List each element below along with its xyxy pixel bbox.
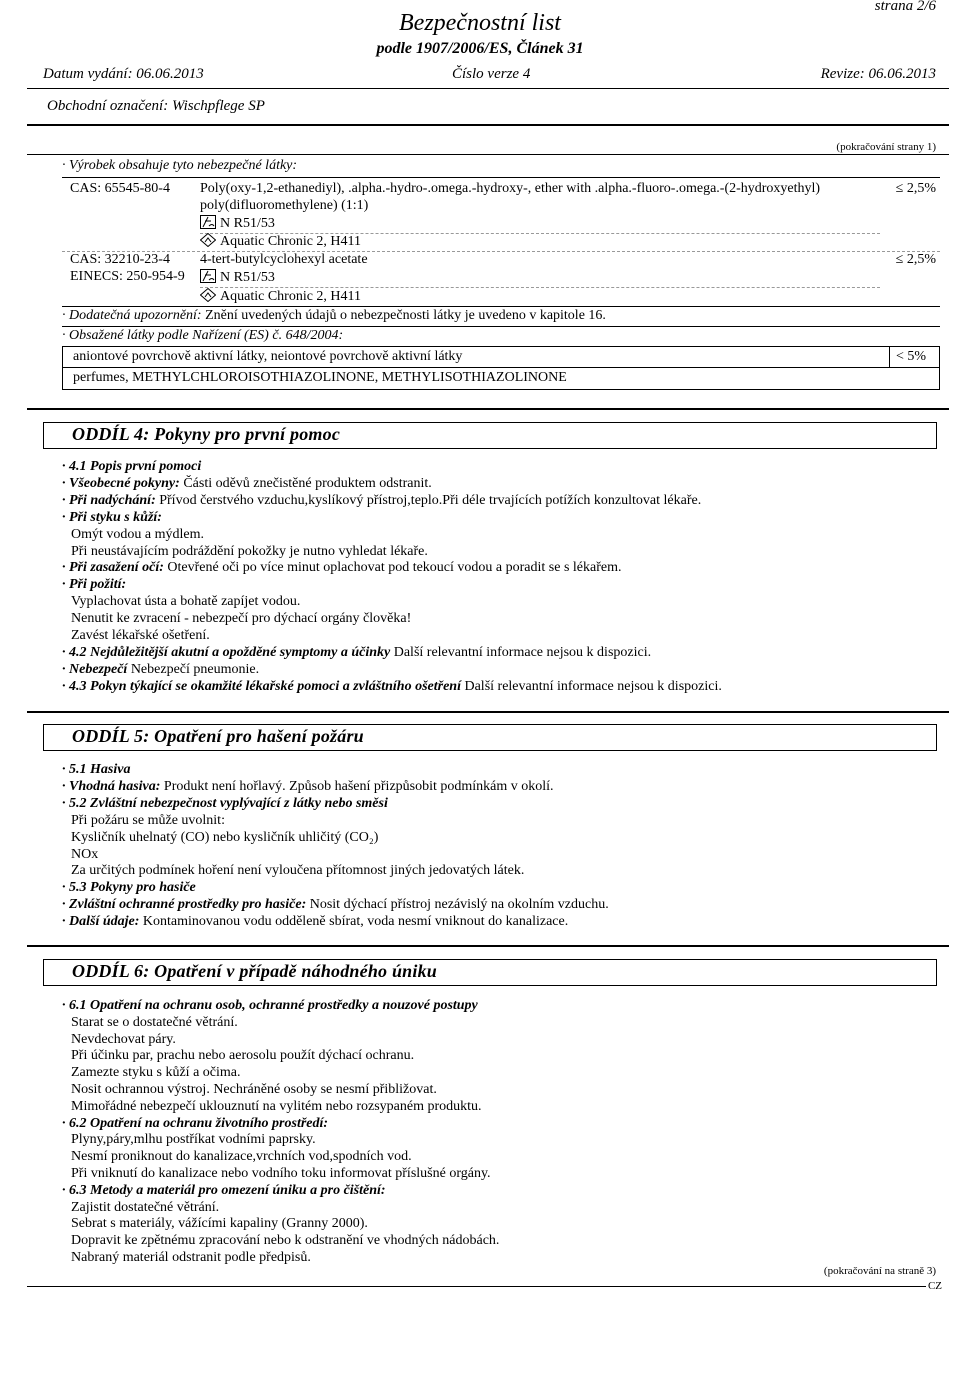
continued-from: (pokračování strany 1) [836,141,936,153]
s6-line [62,1165,491,1182]
substance2-class-clp-text: Aquatic Chronic 2, H411 [220,289,362,304]
s5-line [62,778,554,795]
s6-line [62,1047,414,1064]
s4-line [62,644,651,661]
substance2-class-n [200,269,275,286]
s4-line-text: Omýt vodou a mýdlem. [71,526,204,542]
s6-line-text: Nabraný materiál odstranit podle předpisů. [71,1250,311,1265]
s4-line-text: Nebezpečí pneumonie. [127,661,260,677]
continued-to: (pokračování na straně 3) [823,1265,936,1277]
additional-note [62,308,606,324]
substance1-class-n [200,215,275,232]
s4-line-text: Nenutit ke zvracení - nebezpečí pro dýchací orgány člověka! [71,611,412,627]
s4-line-text: Při neustávajícím podráždění pokožky je nutno vyhledat lékaře. [71,543,428,559]
hazardous-heading: · Výrobek obsahuje tyto nebezpečné látky: [62,158,298,173]
s6-line [62,1182,386,1199]
s5-line-text: NOx [71,846,99,862]
s4-line-label: · Při požití: [62,577,127,593]
s4-line-label: · Při nadýchání: [62,492,156,508]
s6-line-text: Starat se o dostatečné větrání. [71,1014,238,1030]
section4-heading-box [43,422,937,449]
s6-line [62,1215,368,1232]
substance1-divider [62,251,940,252]
substance1-class-n-text: N R51/53 [220,216,275,231]
table-bottom-line [62,306,940,307]
s5-line-text: Při požáru se může uvolnit: [71,812,225,828]
ghs-environment-icon [200,233,216,247]
substance2-class-clp [200,288,361,305]
s6-line-text: Při účinku par, prachu nebo aerosolu použít dýchací ochranu. [71,1048,415,1064]
s5-line [62,862,524,879]
s5-line-text: Za určitých podmínek hoření není vyloučena přítomnost jiných jedovatých látek. [71,863,525,879]
s4-line-text: Vyplachovat ústa a bohatě zapíjet vodou. [71,594,301,610]
s5-line-label: · Zvláštní ochranné prostředky pro hasiče: [62,897,307,913]
header-divider [27,88,949,89]
s6-line-text: Plyny,páry,mlhu postříkat vodními paprsky. [71,1132,316,1148]
additional-note-label: · Dodatečná upozornění: [62,308,202,323]
s6-line [62,1098,482,1115]
section6-top-rule [27,945,949,947]
s4-line [62,526,204,543]
s4-line-text: Zavést lékařské ošetření. [71,628,210,643]
substance2-name: 4-tert-butylcyclohexyl acetate [200,252,368,267]
page-number: strana 2/6 [874,0,936,14]
s5-line-label: · 5.3 Pokyny pro hasiče [62,880,196,896]
s5-line [62,795,388,812]
s4-line-text: Další relevantní informace nejsou k dispozici. [460,678,722,694]
version-number: Číslo verze 4 [452,66,531,82]
s6-line-text: Zajistit dostatečné větrání. [71,1199,220,1215]
s6-line [62,1115,328,1132]
section4-top-rule [27,408,949,410]
s4-line [62,627,210,644]
s6-line [62,1249,311,1266]
s6-line [62,1064,241,1081]
s6-line-label: · 6.1 Opatření na ochranu osob, ochranné prostředky a nouzové postupy [62,998,478,1013]
substance1-name: Poly(oxy-1,2-ethanediyl), .alpha.-hydro-.omega.-hydroxy-, ether with .alpha.-fluoro-.omega.-(2-hydroxyethyl) [200,181,821,196]
s5-line-text: Nosit dýchací přístroj nezávislý na okolním vzduchu. [306,897,609,913]
s6-line [62,997,478,1014]
regulation-bottom-line [62,389,940,390]
s5-line-label: · 5.2 Zvláštní nebezpečnost vyplývající z látky nebo směsi [62,795,388,811]
regulation-top-line [62,346,940,347]
s5-line [62,896,609,913]
s6-line [62,1014,238,1031]
regulation-right-border [939,346,940,389]
s6-line [62,1031,176,1048]
regulation-left-border [62,346,63,389]
s6-line-text: Nosit ochrannou výstroj. Nechráněné osoby se nesmí přibližovat. [71,1082,437,1097]
s4-line [62,559,621,576]
section5-top-rule [27,711,949,713]
additional-note-text: Znění uvedených údajů o nebezpečnosti látky je uvedeno v kapitole 16. [205,308,606,323]
s6-line [62,1148,412,1165]
trade-name-divider [27,124,949,126]
s4-line-label: · 4.3 Pokyn týkající se okamžité lékařské pomoci a zvláštního ošetření [62,678,461,694]
s5-line-label: · Další údaje: [62,914,140,930]
s4-line [62,492,701,509]
s4-line-label: · 4.2 Nejdůležitější akutní a opožděné symptomy a účinky [62,644,391,660]
regulation-column-divider [889,346,890,367]
document-title: Bezpečnostní list [399,10,561,36]
s6-line-text: Sebrat s materiály, vážícími kapaliny (Granny 2000). [71,1216,368,1232]
s5-line [62,913,568,930]
s5-line [62,812,225,829]
s4-line-text: Další relevantní informace nejsou k dispozici. [390,644,652,660]
s6-line-label: · 6.3 Metody a materiál pro omezení úniku a pro čištění: [62,1182,386,1198]
s4-line [62,610,411,627]
section3-top-line [27,154,949,155]
s4-line [62,576,126,593]
s6-line-text: Dopravit ke zpětnému zpracování nebo k odstranění ve vhodných nádobách. [71,1233,500,1249]
s4-line [62,458,201,475]
s6-line-text: Mimořádné nebezpečí uklouznutí na vylitém nebo rozsypaném produktu. [71,1098,482,1114]
footer-line [27,1286,927,1287]
s4-line-label: · Při zasažení očí: [62,560,164,576]
section5-heading-box [43,724,937,751]
regulation-heading: · Obsažené látky podle Nařízení (ES) č. 648/2004: [62,328,344,343]
s6-line-text: Nesmí proniknout do kanalizace,vrchních vod,spodních vod. [71,1149,412,1165]
s4-line-label: · Všeobecné pokyny: [62,475,180,491]
substance2-concentration: ≤ 2,5% [895,252,936,267]
s4-line-text: Přívod čerstvého vzduchu,kyslíkový přístroj,teplo.Při déle trvajících potížích konzultovat lékaře. [155,492,702,508]
environment-hazard-icon [200,215,216,229]
substance2-einecs: EINECS: 250-954-9 [70,269,185,284]
s4-line [62,543,428,560]
s4-line [62,661,259,678]
s4-line-text: Otevřené oči po více minut oplachovat pod tekoucí vodou a poradit se s lékařem. [163,560,622,576]
s6-line-text: Při vniknutí do kanalizace nebo vodního toku informovat příslušné orgány. [71,1166,491,1181]
substance2-cas: CAS: 32210-23-4 [70,252,170,267]
environment-hazard-icon [200,269,216,283]
document-subtitle: podle 1907/2006/ES, Článek 31 [376,40,584,57]
s5-line [62,761,130,778]
note-divider [62,326,940,327]
s5-line-text: Kysličník uhelnatý (CO) nebo kysličník uhličitý (CO₂) [71,829,379,845]
trade-name: Obchodní označení: Wischpflege SP [47,98,265,114]
substance1-name-cont: poly(difluoromethylene) (1:1) [200,198,369,213]
s6-line [62,1232,499,1249]
substance1-concentration: ≤ 2,5% [895,181,936,196]
s5-line-text: Kontaminovanou vodu odděleně sbírat, voda nesmí vniknout do kanalizace. [139,914,569,930]
regulation-row-divider [62,367,940,368]
s4-line-label: · Při styku s kůží: [62,509,162,525]
ghs-environment-icon [200,288,216,302]
table-top-line [62,177,940,178]
section6-heading-box [43,959,937,986]
section6-title: ODDÍL 6: Opatření v případě náhodného úniku [72,961,437,981]
country-code: CZ [927,1280,942,1292]
s6-line-label: · 6.2 Opatření na ochranu životního prostředí: [62,1115,329,1131]
s4-line [62,509,162,526]
s5-line [62,829,378,846]
s6-line-text: Zamezte styku s kůží a očima. [71,1065,241,1081]
s5-line [62,879,196,896]
s4-line [62,678,722,695]
s4-line-label: · Nebezpečí [62,661,128,677]
issue-date: Datum vydání: 06.06.2013 [43,66,204,82]
substance2-class-n-text: N R51/53 [220,270,275,285]
s6-line-text: Nevdechovat páry. [71,1031,176,1047]
s4-line-label: · 4.1 Popis první pomoci [62,459,202,474]
section4-title: ODDÍL 4: Pokyny pro první pomoc [72,424,341,444]
revision-date: Revize: 06.06.2013 [820,66,936,82]
s4-line-text: Části oděvů znečistěné produktem odstranit. [179,475,432,491]
section5-title: ODDÍL 5: Opatření pro hašení požáru [72,726,364,746]
s6-line [62,1081,437,1098]
s4-line [62,475,432,492]
s5-line [62,846,98,863]
s6-line [62,1131,316,1148]
substance1-cas: CAS: 65545-80-4 [70,181,170,196]
regulation-row2: perfumes, METHYLCHLOROISOTHIAZOLINONE, METHYLISOTHIAZOLINONE [73,370,567,385]
s5-line-label: · 5.1 Hasiva [62,762,131,777]
regulation-row1: aniontové povrchově aktivní látky, neiontové povrchově aktivní látky [73,349,463,364]
s5-line-text: Produkt není hořlavý. Způsob hašení přizpůsobit podmínkám v okolí. [160,778,554,794]
substance1-class-clp [200,233,361,250]
s6-line [62,1199,219,1216]
s5-line-label: · Vhodná hasiva: [62,778,161,794]
s4-line [62,593,300,610]
substance1-class-clp-text: Aquatic Chronic 2, H411 [220,234,362,249]
regulation-row1-value: < 5% [895,349,926,364]
